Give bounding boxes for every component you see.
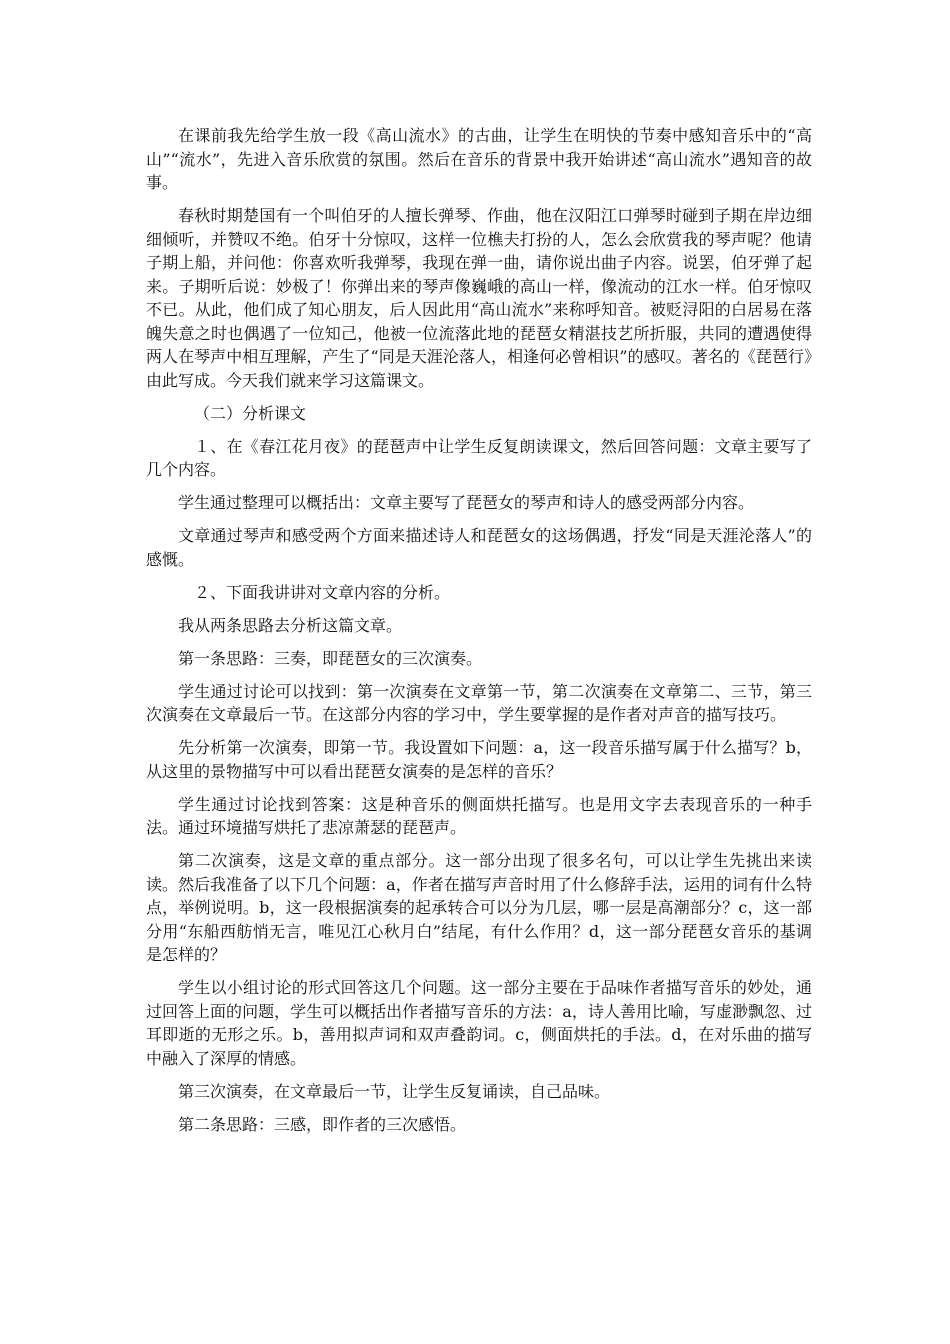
paragraph-second-performance: 第二次演奏，这是文章的重点部分。这一部分出现了很多名句，可以让学生先挑出来读读。然后我准备了以下几个问题：a，作者在描写声音时用了什么修辞手法，运用的词有什么特点，举例说明。b，这一段根据演奏的起承转合可以分为几层，哪一层是高潮部分？c，这一部分用“东船西舫悄无言，唯见江心秋月白”结尾，有什么作用？d，这一部分琵琶女音乐的基调是怎样的？ — [146, 851, 812, 964]
paragraph-question-1: １、在《春江花月夜》的琵琶声中让学生反复朗读课文，然后回答问题：文章主要写了几个内容。 — [146, 436, 812, 479]
paragraph-group-discussion: 学生以小组讨论的形式回答这几个问题。这一部分主要在于品味作者描写音乐的妙处，通过回答上面的问题，学生可以概括出作者描写音乐的方法：a，诗人善用比喻，写虚渺飘忽、过耳即逝的无形之乐。b，善用拟声词和双声叠韵词。c，侧面烘托的手法。d，在对乐曲的描写中融入了深厚的情感。 — [146, 978, 812, 1068]
section-heading-analysis: （二）分析课文 — [194, 403, 307, 423]
paragraph-summary: 学生通过整理可以概括出：文章主要写了琵琶女的琴声和诗人的感受两部分内容。 — [178, 493, 755, 512]
paragraph-discussion-1: 学生通过讨论可以找到：第一次演奏在文章第一节，第二次演奏在文章第二、三节，第三次演奏在文章最后一节。在这部分内容的学习中，学生要掌握的是作者对声音的描写技巧。 — [146, 681, 812, 724]
paragraph-path-2: 第二条思路：三感，即作者的三次感悟。 — [178, 1114, 467, 1134]
paragraph-path-1: 第一条思路：三奏，即琵琶女的三次演奏。 — [178, 648, 483, 668]
paragraph-intro: 在课前我先给学生放一段《高山流水》的古曲，让学生在明快的节奏中感知音乐中的“高山”“流水”，先进入音乐欣赏的氛围。然后在音乐的背景中我开始讲述“高山流水”遇知音的故事。 — [146, 126, 812, 192]
paragraph-story: 春秋时期楚国有一个叫伯牙的人擅长弹琴、作曲，他在汉阳江口弹琴时碰到子期在岸边细细倾听，并赞叹不绝。伯牙十分惊叹，这样一位樵夫打扮的人，怎么会欣赏我的琴声呢？他请子期上船，并问他：你喜欢听我弹琴，我现在弹一曲，请你说出曲子内容。说罢，伯牙弹了起来。子期听后说：妙极了！你弹出来的琴声像巍峨的高山一样，像流动的江水一样。伯牙惊叹不已。从此，他们成了知心朋友，后人因此用“高山流水”来称呼知音。被贬浔阳的白居易在落魄失意之时也偶遇了一位知己，他被一位流落此地的琵琶女精湛技艺所折服，共同的遭遇使得两人在琴声中相互理解，产生了“同是天涯沦落人，相逢何必曾相识”的感叹。著名的《琵琶行》由此写成。今天我们就来学习这篇课文。 — [146, 206, 812, 390]
paragraph-theme: 文章通过琴声和感受两个方面来描述诗人和琵琶女的这场偶遇，抒发“同是天涯沦落人”的感慨。 — [146, 526, 812, 569]
paragraph-third-performance: 第三次演奏，在文章最后一节，让学生反复诵读，自己品味。 — [178, 1081, 611, 1101]
paragraph-question-2: ２、下面我讲讲对文章内容的分析。 — [194, 582, 451, 602]
paragraph-first-performance: 先分析第一次演奏，即第一节。我设置如下问题：a，这一段音乐描写属于什么描写？b，从这里的景物描写中可以看出琵琶女演奏的是怎样的音乐？ — [146, 738, 812, 781]
paragraph-two-paths: 我从两条思路去分析这篇文章。 — [178, 615, 403, 635]
paragraph-answer-1: 学生通过讨论找到答案：这是种音乐的侧面烘托描写。也是用文字去表现音乐的一种手法。通过环境描写烘托了悲凉萧瑟的琵琶声。 — [146, 794, 812, 837]
document-body — [146, 124, 812, 1146]
